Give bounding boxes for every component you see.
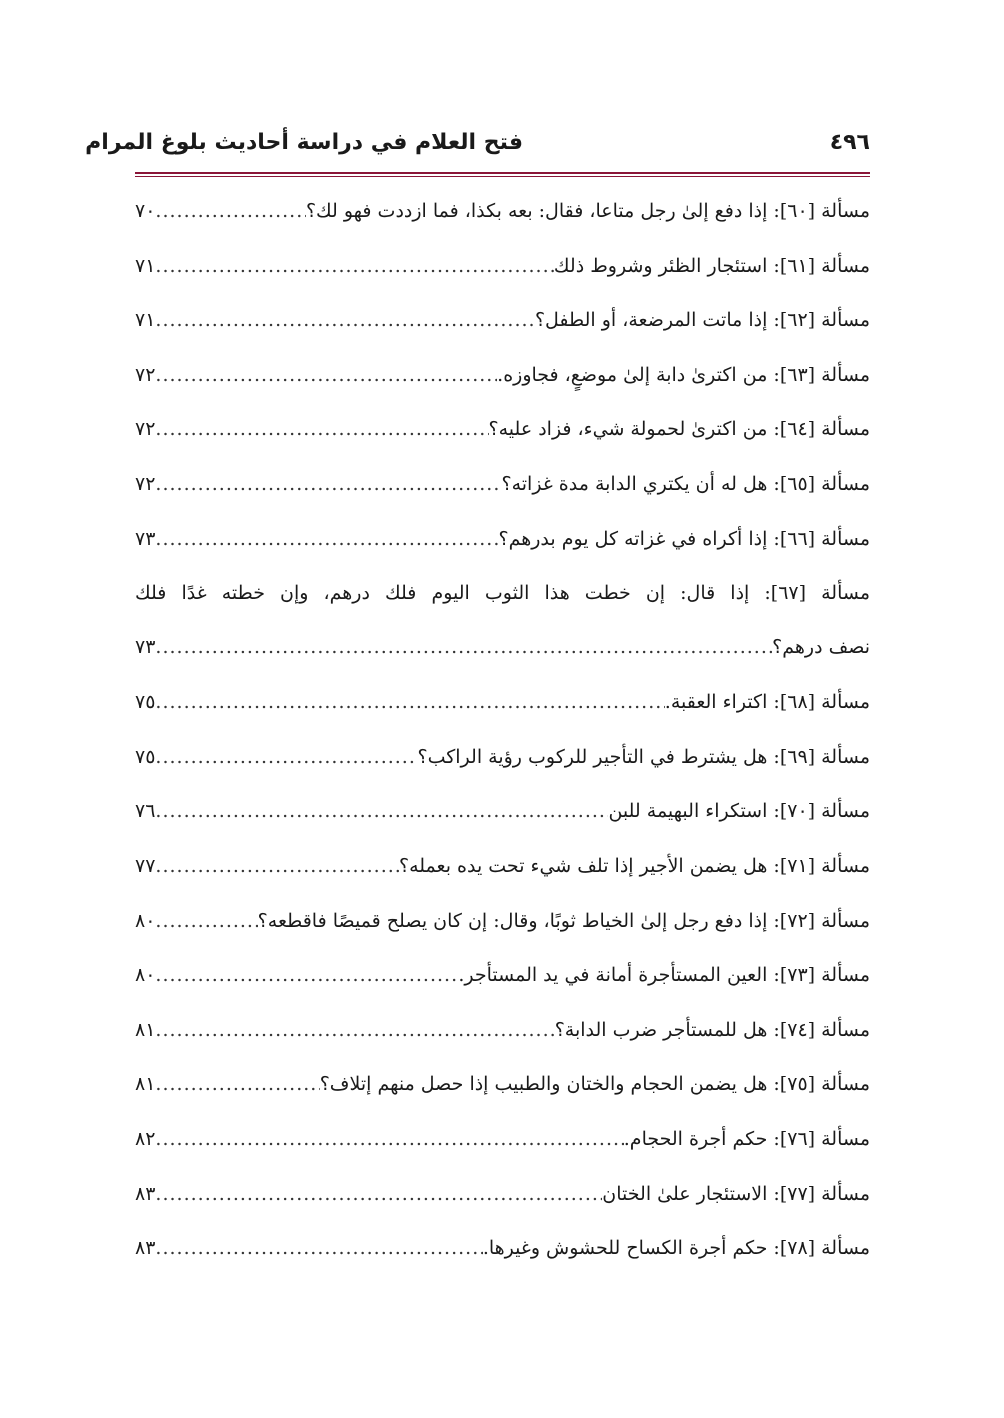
toc-page-number: ٨١ — [135, 1018, 156, 1041]
toc-entry-text: مسألة [٧٨]: حكم أجرة الكساح للحشوش وغيرها. — [482, 1237, 870, 1260]
toc-entry — [135, 1004, 870, 1059]
toc-leader-dots — [155, 1121, 623, 1157]
toc-leader-dots — [155, 1176, 602, 1212]
toc-leader-dots — [155, 193, 306, 229]
toc-entry-text: مسألة [٦٠]: إذا دفع إلىٰ رجل متاعا، فقال: بعه بكذا، فما ازددت فهو لك؟ — [305, 200, 870, 222]
toc-page-number: ٧٥ — [135, 745, 156, 768]
toc-entry-text: مسألة [٦٧]: إذا قال: إن خطت هذا الثوب اليوم فلك درهم، وإن خطته غدًا فلك — [135, 582, 870, 605]
toc-entry — [135, 949, 870, 1004]
toc-entry-text: مسألة [٧١]: هل يضمن الأجير إذا تلف شيء تحت يده بعمله؟ — [398, 854, 870, 877]
toc-entry — [135, 731, 870, 786]
toc-page-number: ٨٢ — [135, 1127, 156, 1150]
toc-page-number: ٧٦ — [135, 800, 156, 823]
toc-entry — [135, 1113, 870, 1168]
toc-leader-dots — [155, 1230, 482, 1266]
toc-entry — [135, 185, 870, 240]
toc-entry — [135, 567, 870, 676]
toc-leader-dots — [155, 521, 498, 557]
toc-page-number: ٧٣ — [135, 527, 156, 550]
toc-entry-text: مسألة [٦٣]: من اكترىٰ دابة إلىٰ موضعٍ، فجاوزه. — [497, 363, 870, 386]
toc-page-number: ٧١ — [135, 309, 156, 332]
toc-leader-dots — [155, 411, 488, 447]
toc-entry-text: مسألة [٦٨]: اكتراء العقبة. — [664, 691, 870, 714]
toc-entry-text: مسألة [٧٣]: العين المستأجرة أمانة في يد المستأجر. — [458, 964, 870, 987]
toc-leader-dots — [155, 1066, 319, 1102]
toc-page-number: ٨٠ — [135, 964, 156, 987]
toc-page-number: ٨٠ — [135, 909, 156, 932]
toc-entry — [135, 676, 870, 731]
toc-entry-text: مسألة [٦٥]: هل له أن يكتري الدابة مدة غزاته؟ — [501, 472, 870, 495]
toc-leader-dots — [155, 302, 535, 338]
toc-entry — [135, 895, 870, 950]
toc-page-number: ٧٢ — [135, 472, 156, 495]
header-rule-thick — [135, 172, 870, 174]
toc-entry — [135, 1222, 870, 1277]
toc-entry-text: مسألة [٦٢]: إذا ماتت المرضعة، أو الطفل؟ — [534, 309, 870, 332]
toc-entry-text: مسألة [٧٦]: حكم أجرة الحجام. — [623, 1127, 870, 1150]
toc-leader-dots — [155, 793, 608, 829]
toc-entry — [135, 458, 870, 513]
toc-page-number: ٧٣ — [135, 636, 156, 659]
toc-entry-text: مسألة [٧٠]: استكراء البهيمة للبن — [608, 800, 870, 823]
toc-entry — [135, 840, 870, 895]
toc-leader-dots — [155, 629, 772, 665]
toc-entry-text: مسألة [٧٥]: هل يضمن الحجام والختان والطبيب إذا حصل منهم إتلاف؟ — [319, 1073, 870, 1096]
toc-entry-text: مسألة [٦١]: استئجار الظئر وشروط ذلك — [553, 254, 870, 277]
toc-page-number: ٧٧ — [135, 854, 156, 877]
toc-page-number: ٧٢ — [135, 418, 156, 441]
toc-leader-dots — [155, 357, 497, 393]
toc-leader-dots — [155, 848, 399, 884]
toc-entry — [135, 785, 870, 840]
toc-entry-text: مسألة [٦٩]: هل يشترط في التأجير للركوب رؤية الراكب؟ — [417, 745, 870, 768]
toc-entry-text: مسألة [٧٤]: هل للمستأجر ضرب الدابة؟ — [554, 1018, 870, 1041]
table-of-contents — [135, 185, 870, 1277]
toc-page-number: ٧٠ — [135, 200, 156, 222]
toc-leader-dots — [155, 903, 257, 939]
toc-page-number: ٨١ — [135, 1073, 156, 1096]
toc-entry — [135, 349, 870, 404]
toc-page-number: ٧٢ — [135, 363, 156, 386]
toc-leader-dots — [155, 466, 501, 502]
toc-entry — [135, 1058, 870, 1113]
toc-leader-dots — [155, 684, 664, 720]
toc-entry — [135, 240, 870, 295]
toc-entry-text-continued: نصف درهم؟ — [772, 636, 870, 659]
toc-leader-dots — [155, 739, 417, 775]
toc-entry — [135, 294, 870, 349]
header-rule-thin — [135, 176, 870, 177]
toc-page-number: ٧١ — [135, 254, 156, 277]
toc-page-number: ٨٣ — [135, 1237, 156, 1260]
toc-leader-dots — [155, 957, 458, 993]
book-title: فتح العلام في دراسة أحاديث بلوغ المرام — [85, 130, 523, 155]
toc-entry-text: مسألة [٧٢]: إذا دفع رجل إلىٰ الخياط ثوبًا، وقال: إن كان يصلح قميصًا فاقطعه؟ — [257, 909, 870, 932]
running-header — [85, 128, 870, 168]
toc-entry-text: مسألة [٦٤]: من اكترىٰ لحمولة شيء، فزاد عليه؟ — [488, 418, 870, 441]
toc-leader-dots — [155, 1012, 554, 1048]
toc-page-number: ٧٥ — [135, 691, 156, 714]
toc-entry — [135, 513, 870, 568]
toc-entry-text: مسألة [٧٧]: الاستئجار علىٰ الختان — [602, 1182, 870, 1205]
toc-leader-dots — [155, 248, 553, 284]
toc-entry — [135, 403, 870, 458]
page-number: ٤٩٦ — [829, 130, 870, 155]
toc-entry-text: مسألة [٦٦]: إذا أكراه في غزاته كل يوم بدرهم؟ — [498, 527, 870, 550]
toc-page-number: ٨٣ — [135, 1182, 156, 1205]
toc-entry — [135, 1168, 870, 1223]
